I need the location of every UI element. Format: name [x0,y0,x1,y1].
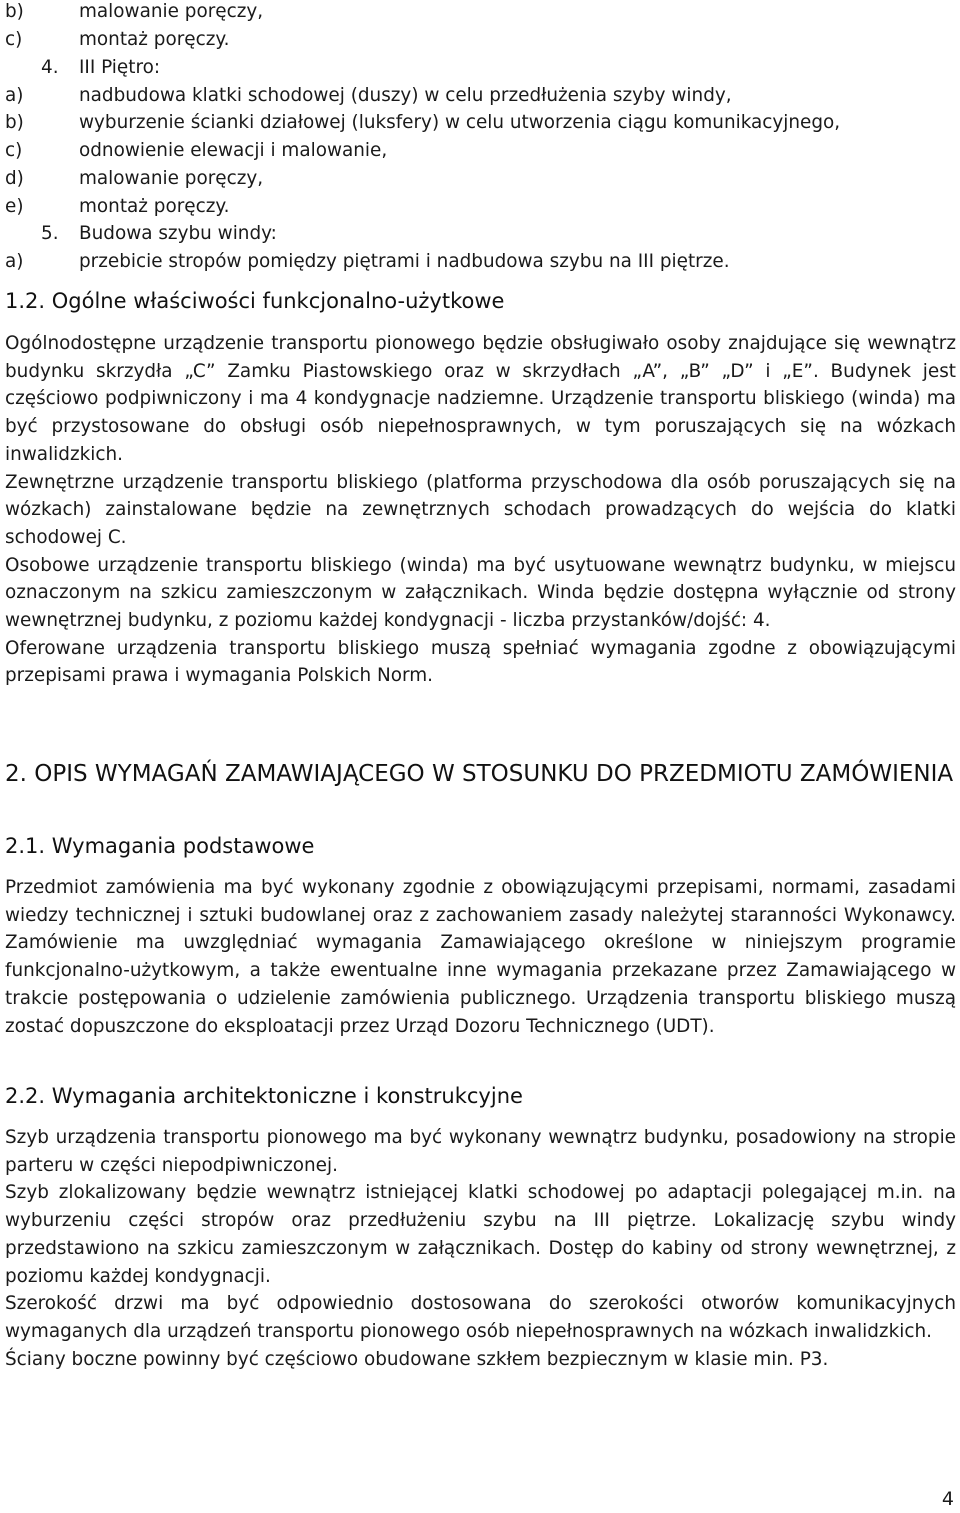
list-label: c) [5,29,23,50]
section-body-2-1 [5,874,956,1040]
list-label: e) [5,196,24,217]
list-text: montaż poręczy. [79,196,230,217]
paragraph: Ściany boczne powinny być częściowo obudowane szkłem bezpiecznym w klasie min. P3. [5,1348,829,1370]
list-label: 4. [41,57,59,78]
paragraph: Szyb zlokalizowany będzie wewnątrz istniejącej klatki schodowej po adaptacji polegającej m.in. na wyburzeniu części stropów oraz przedłużeniu szybu na III piętrze. Lokalizację szybu windy przedstawiono na szkicu zamieszczonym w załącznikach. Dostęp do kabiny od strony wewnętrznej, z poziomu każdej kondygnacji. [5,1182,956,1287]
list-item [5,248,730,276]
list-text: wyburzenie ścianki działowej (luksfery) w celu utworzenia ciągu komunikacyjnego, [79,112,841,133]
section-heading-2-1: 2.1. Wymagania podstawowe [5,834,315,858]
list-label: c) [5,140,23,161]
list-text: przebicie stropów pomiędzy piętrami i nadbudowa szybu na III piętrze. [79,251,730,272]
list-label: b) [5,112,24,133]
paragraph: Przedmiot zamówienia ma być wykonany zgodnie z obowiązującymi przepisami, normami, zasadami wiedzy technicznej i sztuki budowlanej oraz z zachowaniem zasady należytej staranności Wykonawcy. Zamówienie ma uwzględniać wymagania Zamawiającego określone w niniejszym programie funkcjonalno-użytkowym, a także ewentualne inne wymagania przekazane przez Zamawiającego w trakcie postępowania o udzielenie zamówienia publicznego. Urządzenia transportu bliskiego muszą zostać dopuszczone do eksploatacji przez Urząd Dozoru Technicznego (UDT). [5,877,956,1037]
list-label: d) [5,168,24,189]
list-item [5,109,840,137]
paragraph: Oferowane urządzenia transportu bliskiego muszą spełniać wymagania zgodne z obowiązującymi przepisami prawa i wymagania Polskich Norm. [5,637,956,687]
list-text: Budowa szybu windy: [79,223,277,244]
list-text: malowanie poręczy, [79,168,264,189]
list-text: montaż poręczy. [79,29,230,50]
section-heading-2-2: 2.2. Wymagania architektoniczne i konstrukcyjne [5,1084,523,1108]
list-item [41,220,277,248]
list-label: a) [5,85,24,106]
section-body-1-2 [5,330,956,690]
section-body-2-2 [5,1124,956,1373]
list-item [5,193,229,221]
list-item [5,165,263,193]
list-item [5,82,732,110]
list-item [5,0,263,26]
list-label: a) [5,251,24,272]
paragraph: Szerokość drzwi ma być odpowiednio dostosowana do szerokości otworów komunikacyjnych wymaganych dla urządzeń transportu pionowego osób niepełnosprawnych na wózkach inwalidzkich. [5,1293,956,1342]
list-text: odnowienie elewacji i malowanie, [79,140,388,161]
list-text: malowanie poręczy, [79,1,264,22]
paragraph: Osobowe urządzenie transportu bliskiego (winda) ma być usytuowane wewnątrz budynku, w miejscu oznaczonym na szkicu zamieszczonym w załącznikach. Winda będzie dostępna wyłącznie od strony wewnętrznej budynku, z poziomu każdej kondygnacji - liczba przystanków/dojść: 4. [5,554,956,632]
paragraph: Ogólnodostępne urządzenie transportu pionowego będzie obsługiwało osoby znajdujące się wewnątrz budynku skrzydła „C” Zamku Piastowskiego oraz w skrzydłach „A”, „B” „D” i „E”. Budynek jest częściowo podpiwniczony i ma 4 kondygnacje nadziemne. Urządzenie transportu bliskiego (winda) ma być przystosowane do obsługi osób niepełnosprawnych, w tym poruszających się na wózkach inwalidzkich. [5,333,956,465]
list-item [5,137,387,165]
list-label: 5. [41,223,59,244]
list-item [41,54,160,82]
page-number: 4 [941,1488,954,1510]
list-text: III Piętro: [79,57,161,78]
section-heading-2: 2. OPIS WYMAGAŃ ZAMAWIAJĄCEGO W STOSUNKU DO PRZEDMIOTU ZAMÓWIENIA [5,761,954,787]
paragraph: Szyb urządzenia transportu pionowego ma być wykonany wewnątrz budynku, posadowiony na stropie parteru w części niepodpiwniczonej. [5,1127,956,1176]
section-heading-1-2: 1.2. Ogólne właściwości funkcjonalno-użytkowe [5,289,505,313]
list-label: b) [5,1,24,22]
paragraph: Zewnętrzne urządzenie transportu bliskiego (platforma przyschodowa dla osób poruszających się na wózkach) zainstalowane będzie na zewnętrznych schodach prowadzących do wejścia do klatki schodowej C. [5,471,956,548]
list-item [5,26,229,54]
list-text: nadbudowa klatki schodowej (duszy) w celu przedłużenia szyby windy, [79,85,732,106]
